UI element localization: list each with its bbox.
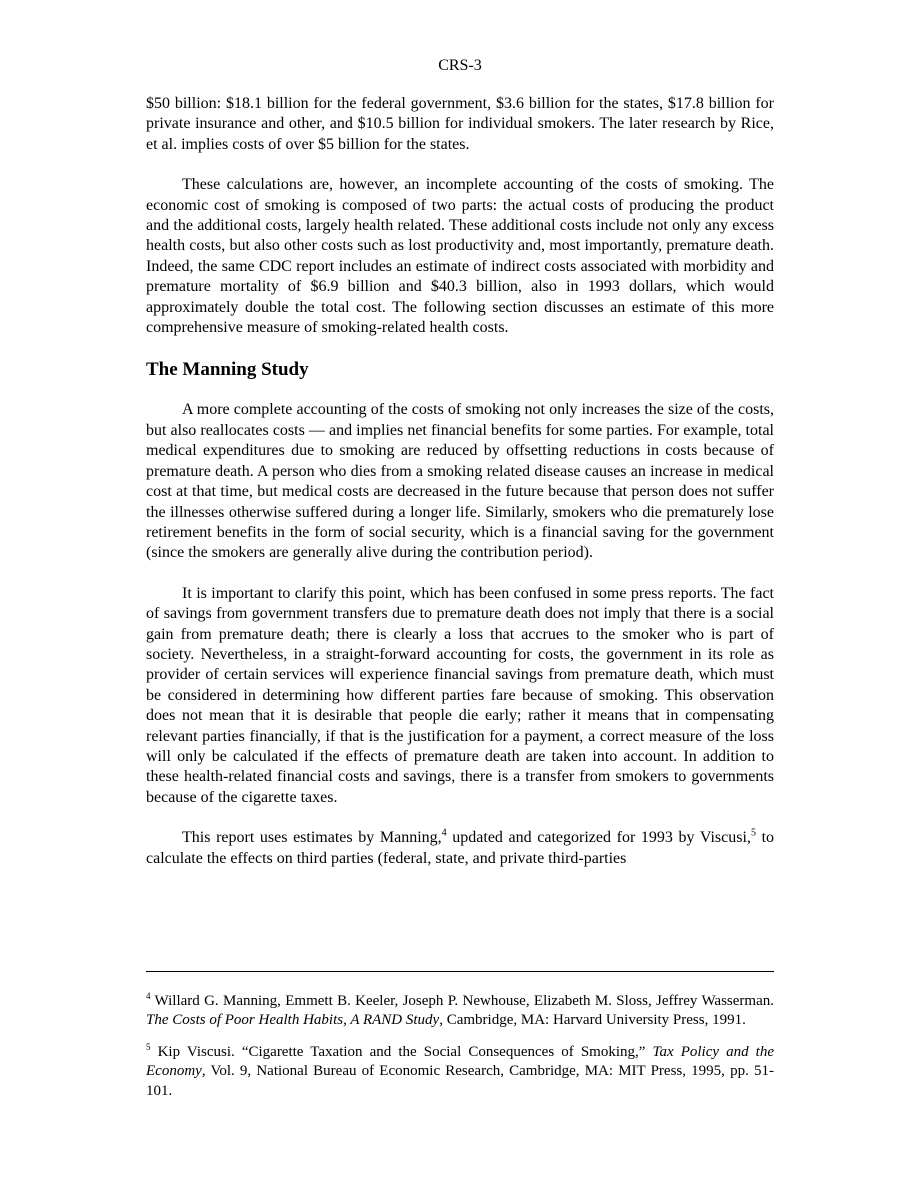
text-segment: updated and categorized for 1993 by Viscusi, [446,829,751,847]
footnote-title: Tax Policy and the Economy [146,1043,774,1080]
document-body [146,94,774,889]
footnote-text: , Cambridge, MA: Harvard University Press, 1991. [439,1012,746,1029]
footnote-text: , Vol. 9, National Bureau of Economic Research, Cambridge, MA: MIT Press, 1995, pp. 51-101. [146,1063,774,1099]
paragraph-complete-accounting: A more complete accounting of the costs of smoking not only increases the size of the costs, but also reallocates costs — and implies net financial benefits for some parties. For example, total medical expenditures due to smoking are reduced by offsetting reductions in costs because of premature death. A person who dies from a smoking related disease causes an increase in medical cost at that time, but medical costs are decreased in the future because that person does not suffer the illnesses otherwise suffered during a longer life. Similarly, smokers who die prematurely lose retirement benefits in the form of social security, which is a financial saving for the government (since the smokers are generally alive during the contribution period). [146,401,774,562]
footnotes [146,992,774,1113]
paragraph-report-estimates [146,828,774,869]
footnote-4 [146,992,774,1031]
paragraph-clarification: It is important to clarify this point, which has been confused in some press reports. The fact of savings from government transfers due to premature death does not imply that there is a social gain from premature death; there is clearly a loss that accrues to the smoker who is part of society. Nevertheless, in a straight-forward accounting for costs, the government in its role as provider of certain services will experience financial savings from premature death, which must be considered in determining how different parties fare because of smoking. This observation does not mean that it is desirable that people die early; rather it means that in compensating relevant parties financially, if that is the justification for a payment, a correct measure of the loss will only be calculated if the effects of premature death are taken into account. In addition to these health-related financial costs and savings, there is a transfer from smokers to governments because of the cigarette taxes. [146,584,774,806]
section-heading: The Manning Study [146,359,309,381]
paragraph-continuation: $50 billion: $18.1 billion for the federal government, $3.6 billion for the states, $17.8 billion for private insurance and other, and $10.5 billion for individual smokers. The later research by Rice, et al. implies costs of over $5 billion for the states. [146,95,774,153]
footnote-reference[interactable]: 4 [441,827,447,839]
footnote-reference[interactable]: 5 [750,827,756,839]
footnote-5 [146,1043,774,1101]
text-segment: to calculate the effects on third parties (federal, state, and private third-parties [146,829,775,867]
footnote-number: 4 [146,991,151,1001]
text-segment: This report uses estimates by Manning, [182,829,442,847]
footnote-title: The Costs of Poor Health Habits, A RAND Study [146,1012,440,1029]
footnote-number: 5 [146,1041,151,1052]
footnote-divider [146,971,774,972]
page-header: CRS-3 [438,57,482,74]
footnote-text: Willard G. Manning, Emmett B. Keeler, Joseph P. Newhouse, Elizabeth M. Sloss, Jeffrey Wasserman. [150,993,774,1009]
footnote-text: Kip Viscusi. “Cigarette Taxation and the Social Consequences of Smoking,” [150,1043,653,1060]
paragraph-incomplete-accounting: These calculations are, however, an incomplete accounting of the costs of smoking. The economic cost of smoking is composed of two parts: the actual costs of producing the product and the additional costs, largely health related. These additional costs include not only any excess health costs, but also other costs such as lost productivity and, most importantly, premature death. Indeed, the same CDC report includes an estimate of indirect costs associated with morbidity and premature mortality of $6.9 billion and $40.3 billion, also in 1993 dollars, which would approximately double the total cost. The following section discusses an estimate of this more comprehensive measure of smoking-related health costs. [146,176,774,337]
